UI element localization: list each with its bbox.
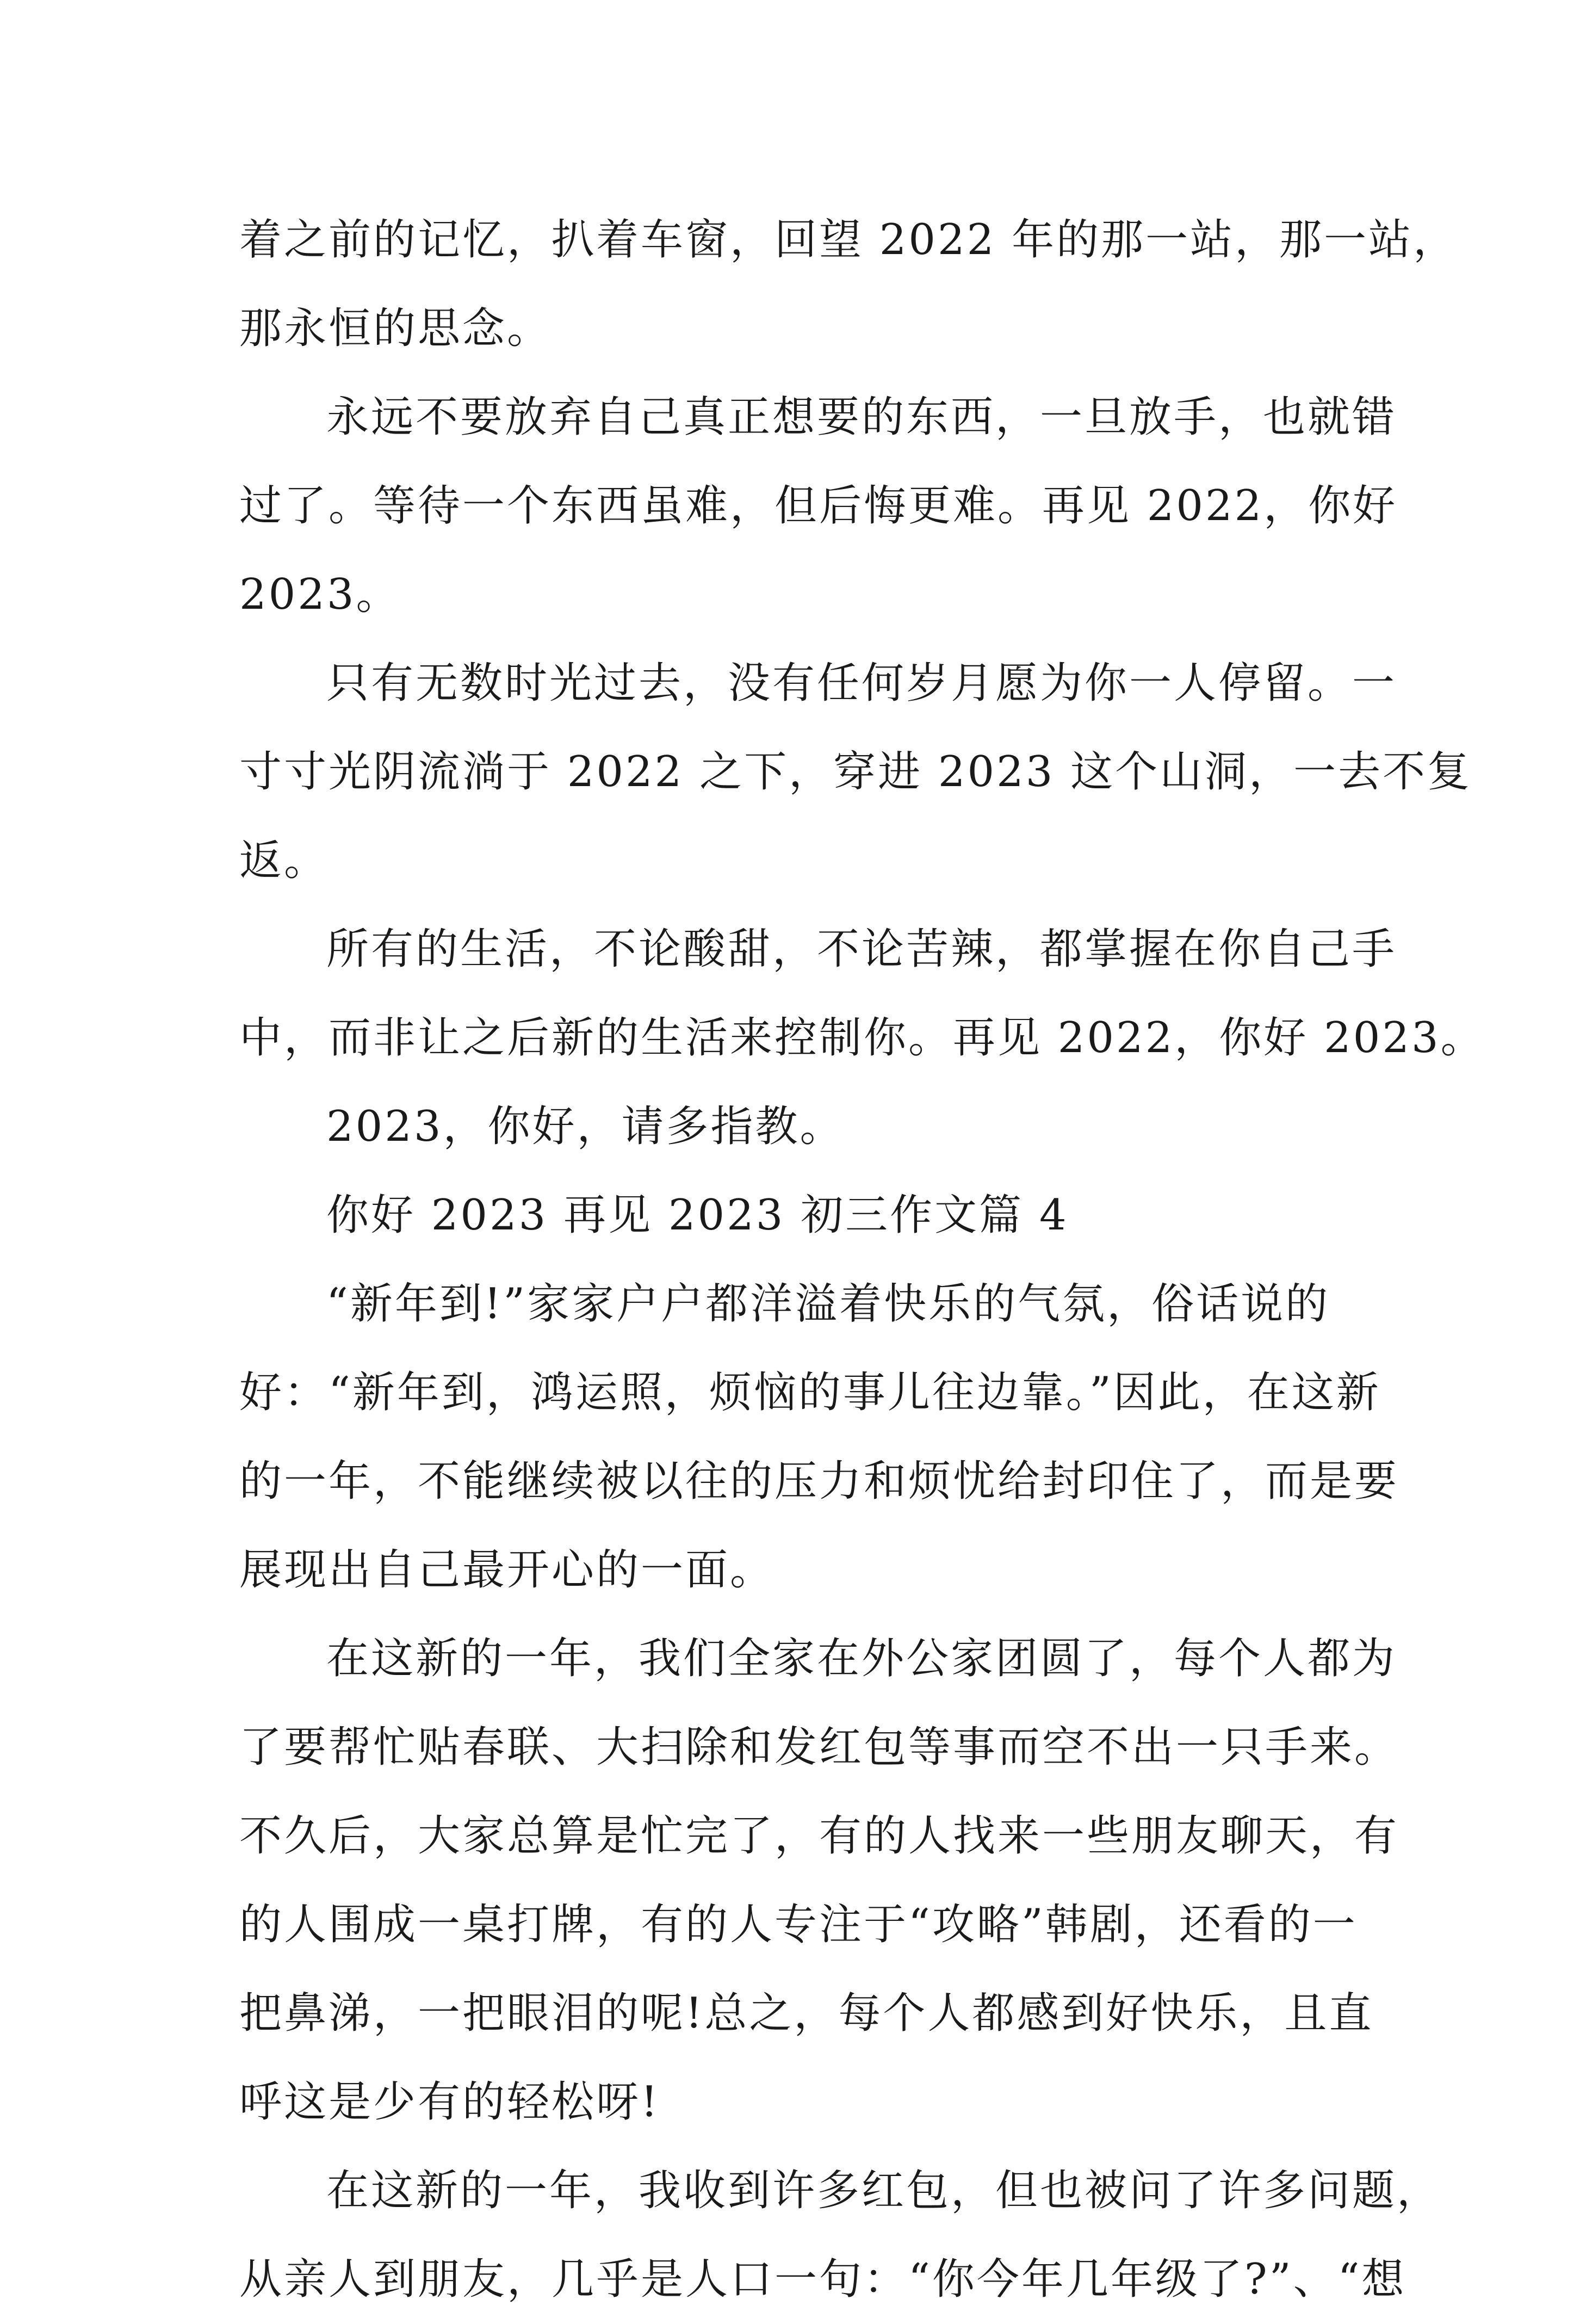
- text-line: 2023，你好，请多指教。: [326, 1102, 845, 1151]
- text-line: 着之前的记忆，扒着车窗，回望 2022 年的那一站，那一站，: [239, 215, 1458, 264]
- section-heading: 你好 2023 再见 2023 初三作文篇 4: [326, 1191, 1069, 1240]
- text-line: 永远不要放弃自己真正想要的东西，一旦放手，也就错: [326, 393, 1397, 442]
- text-line: 返。: [239, 836, 329, 885]
- text-line: 寸寸光阴流淌于 2022 之下，穿进 2023 这个山洞，一去不复: [239, 747, 1472, 796]
- text-line: 在这新的一年，我们全家在外公家团圆了，每个人都为: [326, 1634, 1397, 1683]
- text-line: 只有无数时光过去，没有任何岁月愿为你一人停留。一: [326, 659, 1397, 708]
- text-line: 的人围成一桌打牌，有的人专注于“攻略”韩剧，还看的一: [239, 1900, 1358, 1949]
- text-line: 所有的生活，不论酸甜，不论苦辣，都掌握在你自己手: [326, 925, 1397, 974]
- text-line: 从亲人到朋友，几乎是人口一句：“你今年几年级了?”、“想: [239, 2255, 1406, 2304]
- text-line: 不久后，大家总算是忙完了，有的人找来一些朋友聊天，有: [239, 1812, 1399, 1861]
- text-line: 好：“新年到，鸿运照，烦恼的事儿往边靠。”因此，在这新: [239, 1368, 1381, 1417]
- text-line: 过了。等待一个东西虽难，但后悔更难。再见 2022，你好: [239, 481, 1398, 530]
- text-line: 2023。: [239, 570, 401, 619]
- text-line: 呼这是少有的轻松呀!: [239, 2078, 660, 2127]
- text-line: 在这新的一年，我收到许多红包，但也被问了许多问题，: [326, 2166, 1442, 2215]
- text-line: 的一年，不能继续被以往的压力和烦忧给封印住了，而是要: [239, 1457, 1399, 1506]
- text-line: 中，而非让之后新的生活来控制你。再见 2022，你好 2023。: [239, 1013, 1485, 1062]
- text-line: 展现出自己最开心的一面。: [239, 1546, 775, 1594]
- text-line: 把鼻涕，一把眼泪的呢!总之，每个人都感到好快乐，且直: [239, 1989, 1374, 2038]
- text-line: “新年到!”家家户户都洋溢着快乐的气氛，俗话说的: [326, 1280, 1330, 1328]
- body-text: [239, 196, 1485, 2324]
- text-line: 那永恒的思念。: [239, 304, 552, 353]
- text-line: 了要帮忙贴春联、大扫除和发红包等事而空不出一只手来。: [239, 1723, 1399, 1772]
